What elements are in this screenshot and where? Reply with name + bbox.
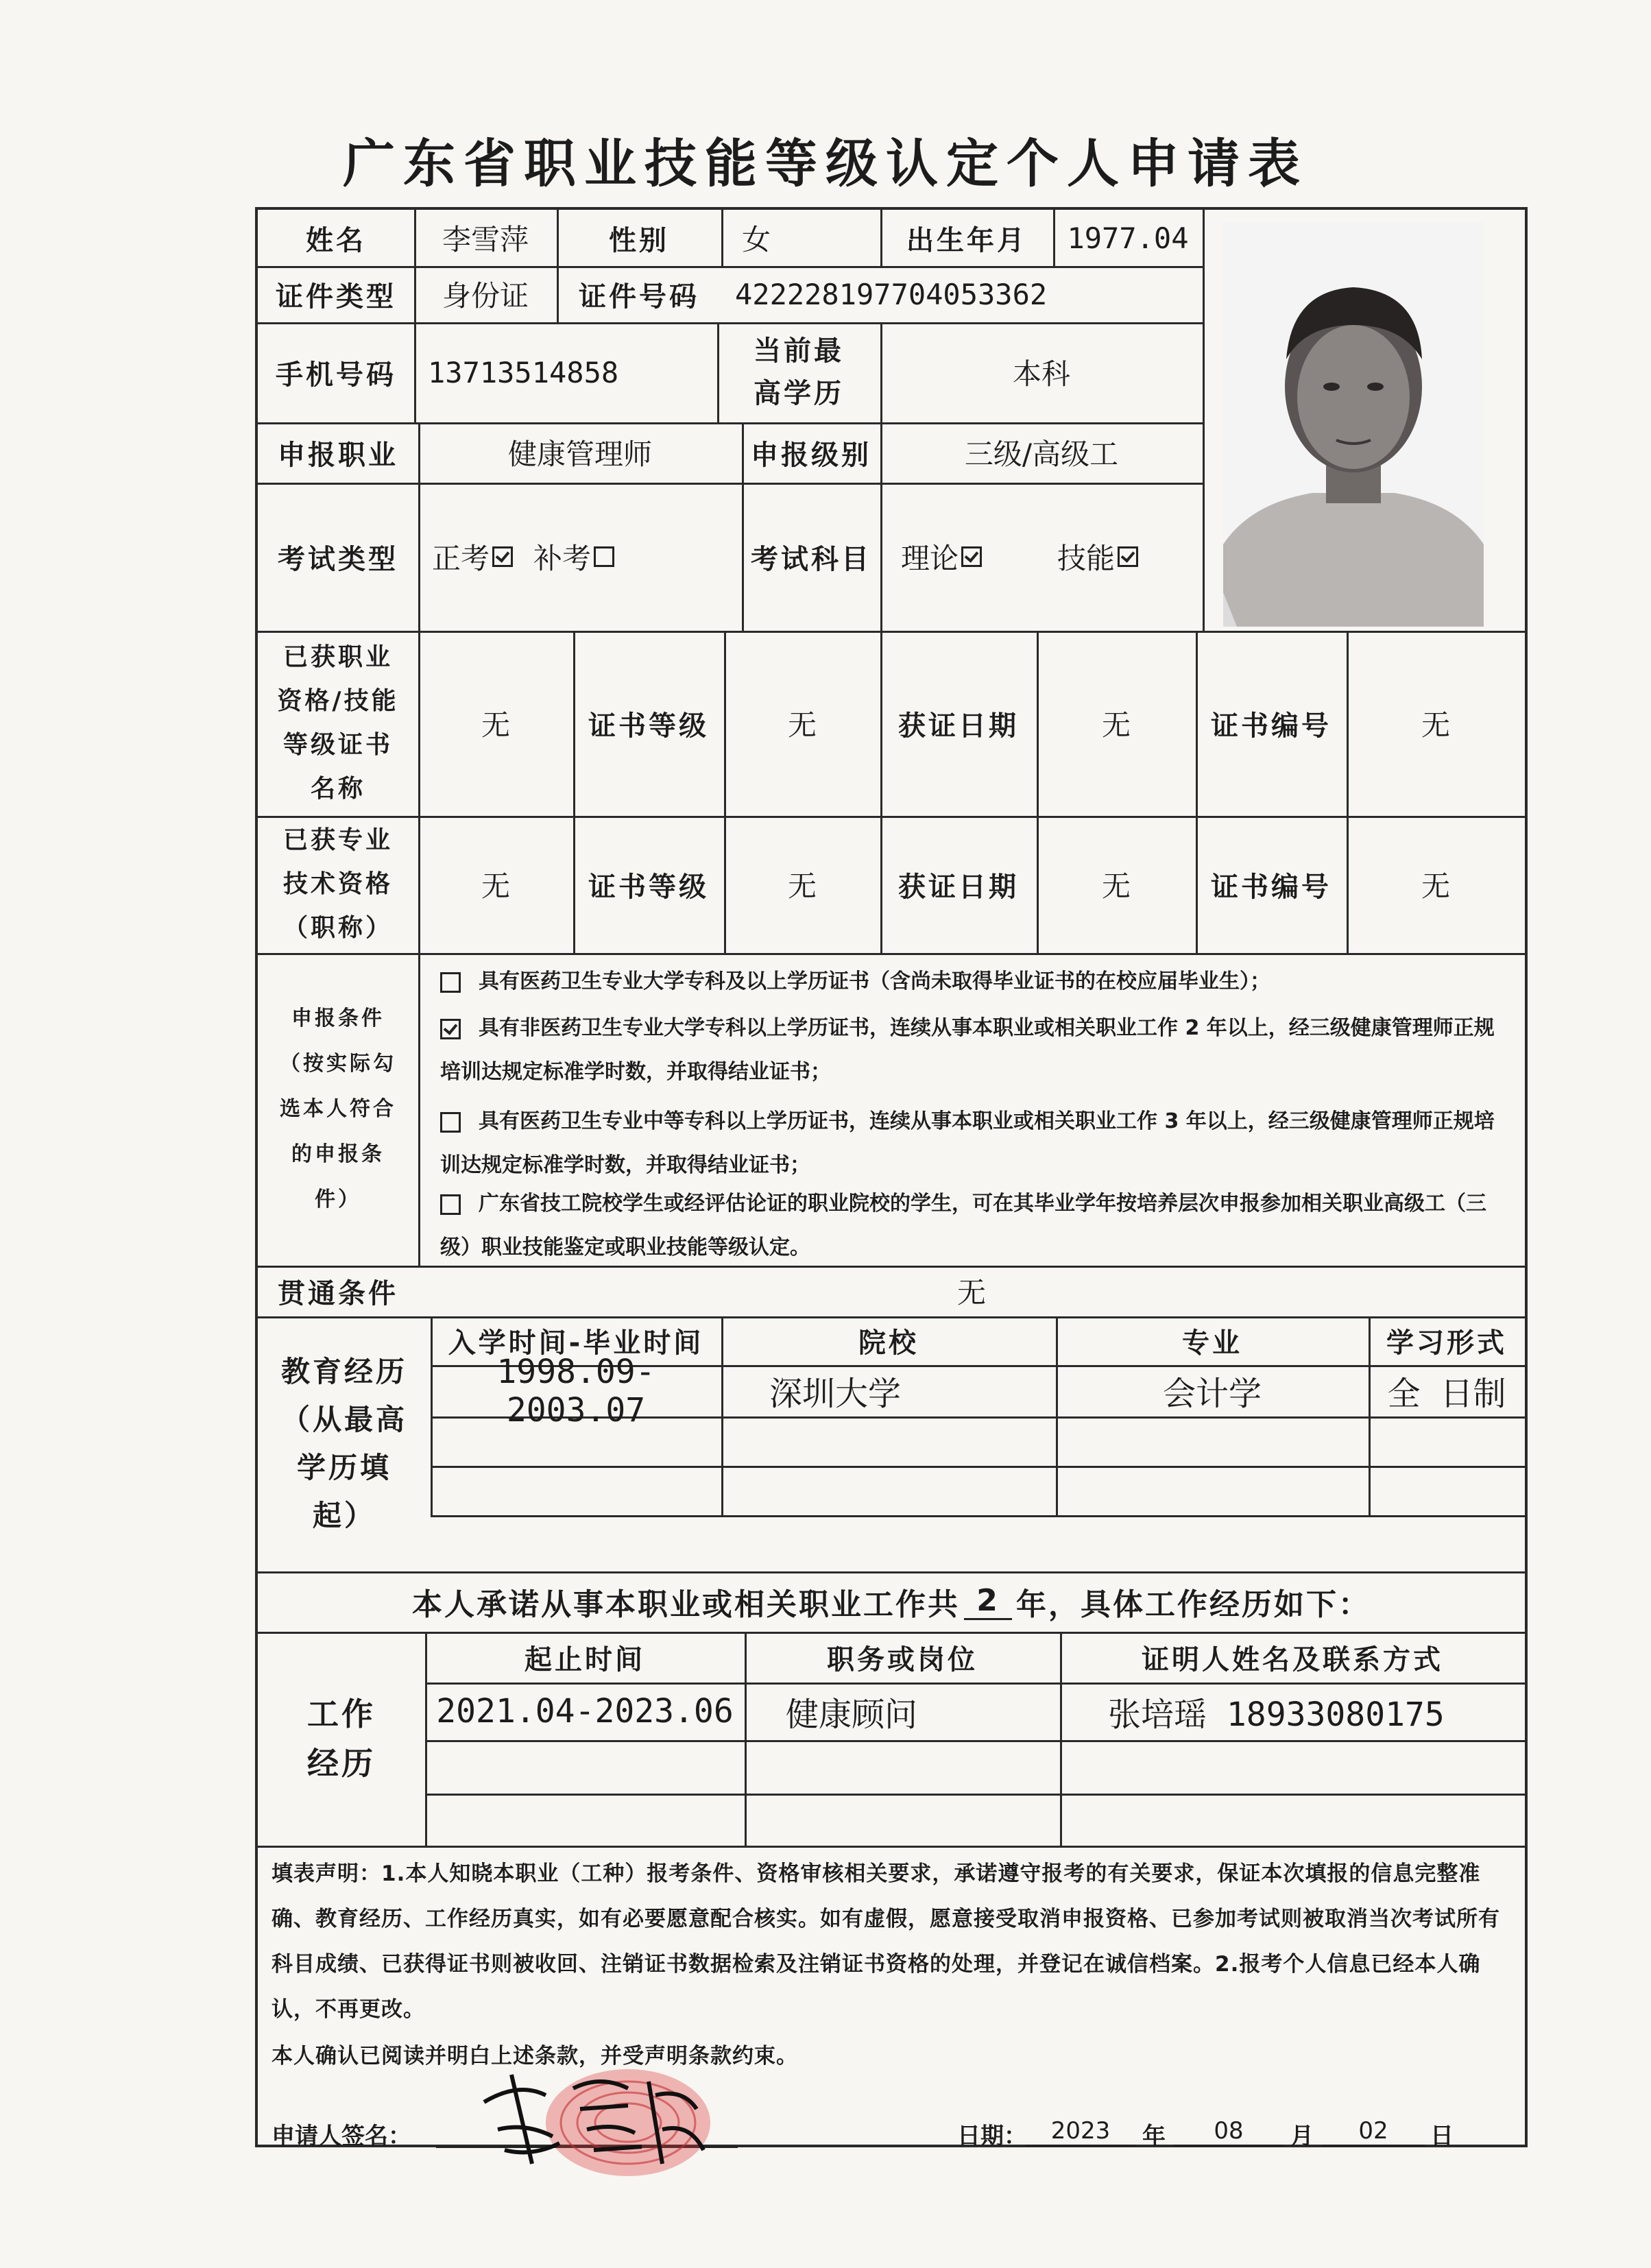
condition-1-checkbox[interactable] <box>440 972 461 993</box>
professional-grade-value: 无 <box>787 869 817 903</box>
vocational-cert-name: 无 <box>481 708 510 742</box>
phone-value: 13713514858 <box>428 355 619 389</box>
professional-no-label: 证书编号 <box>1211 871 1331 903</box>
id-type-label: 证件类型 <box>276 280 396 313</box>
occupation-label: 申报职业 <box>278 439 398 471</box>
work-header-reference: 证明人姓名及联系方式 <box>1142 1643 1443 1676</box>
work-label: 工作经历 <box>307 1696 376 1782</box>
declaration-text: 填表声明：1.本人知晓本职业（工种）报考条件、资格审核相关要求，承诺遵守报考的有关要求，保证本次填报的信息完整准确、教育经历、工作经历真实，如有必要愿意配合核实。如有虚假，愿意接受取消申报资格、已参加考试则被取消当次考试所有科目成绩、已获得证书则被收回、注销证书数据检索及注销证书资格的处理，并登记在诚信档案。2.报考个人信息已经本人确认，不再更改。 <box>272 1861 1500 2022</box>
edu-row-mode: 全 日制 <box>1387 1375 1506 1413</box>
work-header-period: 起止时间 <box>525 1643 645 1676</box>
gender-value: 女 <box>742 223 771 256</box>
application-form <box>255 207 1528 2150</box>
signature-label: 申请人签名： <box>272 2123 411 2150</box>
declaration-confirm: 本人确认已阅读并明白上述条款，并受声明条款约束。 <box>272 2044 798 2068</box>
work-years: 2 <box>964 1583 1012 1620</box>
work-header-position: 职务或岗位 <box>827 1643 978 1676</box>
conditions-label: 申报条件（按实际勾选本人符合的申报条件） <box>280 1006 396 1211</box>
exam-type-options <box>418 483 742 631</box>
edu-row-period: 1998.09-2003.07 <box>496 1352 655 1429</box>
through-value: 无 <box>956 1276 986 1310</box>
makeup-exam-label: 补考 <box>533 542 592 575</box>
vocational-grade-value: 无 <box>787 708 817 742</box>
condition-item-1: 具有医药卫生专业大学专科及以上学历证书（含尚未取得毕业证书的在校应届毕业生）； <box>440 964 1510 1000</box>
date-label: 日期： <box>957 2123 1027 2150</box>
makeup-exam-checkbox[interactable] <box>594 546 614 567</box>
education-label: 教育经历（从最高学历填起） <box>280 1355 407 1532</box>
gender-label: 性别 <box>609 224 669 256</box>
through-label: 贯通条件 <box>278 1277 398 1310</box>
condition-item-2: 具有非医药卫生专业大学专科以上学历证书，连续从事本职业或相关职业工作 2 年以上，经三级健康管理师正规培训达规定标准学时数，并取得结业证书； <box>440 1016 1495 1084</box>
applicant-photo <box>1223 222 1484 627</box>
work-row-period: 2021.04-2023.06 <box>436 1692 734 1730</box>
condition-3-checkbox[interactable] <box>440 1112 461 1133</box>
regular-exam-label: 正考 <box>432 542 490 575</box>
name-value: 李雪萍 <box>442 223 529 256</box>
professional-date-value: 无 <box>1101 869 1131 903</box>
id-type-value: 身份证 <box>442 279 529 313</box>
professional-no-value: 无 <box>1421 869 1450 903</box>
theory-label: 理论 <box>901 542 959 575</box>
edu-row-major: 会计学 <box>1162 1375 1262 1413</box>
skill-checkbox[interactable] <box>1118 546 1138 567</box>
exam-subject-options <box>880 483 1203 631</box>
education-level-label: 当前最高学历 <box>754 335 844 409</box>
work-row-reference: 张培瑶 18933080175 <box>1108 1695 1445 1734</box>
vocational-no-label: 证书编号 <box>1211 710 1331 742</box>
condition-item-4: 广东省技工院校学生或经评估论证的职业院校的学生，可在其毕业学年按培养层次申报参加相关职业高级工（三级）职业技能鉴定或职业技能等级认定。 <box>440 1192 1486 1259</box>
professional-grade-label: 证书等级 <box>588 871 709 903</box>
name-label: 姓名 <box>306 224 366 256</box>
form-title: 广东省职业技能等级认定个人申请表 <box>343 133 1308 194</box>
work-row-position: 健康顾问 <box>786 1695 918 1734</box>
regular-exam-checkbox[interactable] <box>492 546 513 567</box>
edu-row-school: 深圳大学 <box>769 1375 902 1413</box>
date-year: 2023 <box>1026 2117 1135 2147</box>
vocational-no-value: 无 <box>1421 708 1450 742</box>
birth-label: 出生年月 <box>906 224 1027 256</box>
theory-checkbox[interactable] <box>961 546 982 567</box>
date-month: 08 <box>1174 2117 1284 2147</box>
edu-header-school: 院校 <box>858 1327 919 1359</box>
level-value: 三级/高级工 <box>964 437 1119 471</box>
skill-label: 技能 <box>1057 542 1116 575</box>
date-day: 02 <box>1322 2117 1425 2147</box>
condition-2-checkbox[interactable] <box>440 1019 461 1039</box>
professional-title-label: 已获专业技术资格（职称） <box>282 826 393 942</box>
professional-date-label: 获证日期 <box>898 871 1019 903</box>
condition-item-3: 具有医药卫生专业中等专科以上学历证书，连续从事本职业或相关职业工作 3 年以上，经三级健康管理师正规培训达规定标准学时数，并取得结业证书； <box>440 1109 1495 1177</box>
vocational-grade-label: 证书等级 <box>588 710 709 742</box>
edu-header-major: 专业 <box>1182 1327 1242 1359</box>
condition-4-checkbox[interactable] <box>440 1194 461 1215</box>
vocational-date-label: 获证日期 <box>898 710 1019 742</box>
birth-value: 1977.04 <box>1067 221 1189 255</box>
vocational-date-value: 无 <box>1101 708 1131 742</box>
id-number-label: 证件号码 <box>579 280 699 313</box>
edu-header-mode: 学习形式 <box>1386 1327 1507 1359</box>
work-commitment: 本人承诺从事本职业或相关职业工作共 2 年，具体工作经历如下： <box>412 1583 1371 1622</box>
vocational-cert-label: 已获职业资格/技能等级证书名称 <box>277 643 399 803</box>
professional-title-name: 无 <box>481 869 510 903</box>
edu-header-period: 入学时间-毕业时间 <box>448 1327 704 1359</box>
occupation-value: 健康管理师 <box>507 437 652 471</box>
exam-type-label: 考试类型 <box>278 543 398 575</box>
exam-subject-label: 考试科目 <box>751 543 871 575</box>
phone-label: 手机号码 <box>276 359 396 391</box>
education-level-value: 本科 <box>1012 357 1070 391</box>
id-number-value: 422228197704053362 <box>735 277 1048 311</box>
level-label: 申报级别 <box>751 439 871 471</box>
signature-line: 申请人签名： 日期： 2023 年 08 月 02 日 <box>272 2117 1454 2150</box>
applicant-signature <box>457 2047 745 2184</box>
